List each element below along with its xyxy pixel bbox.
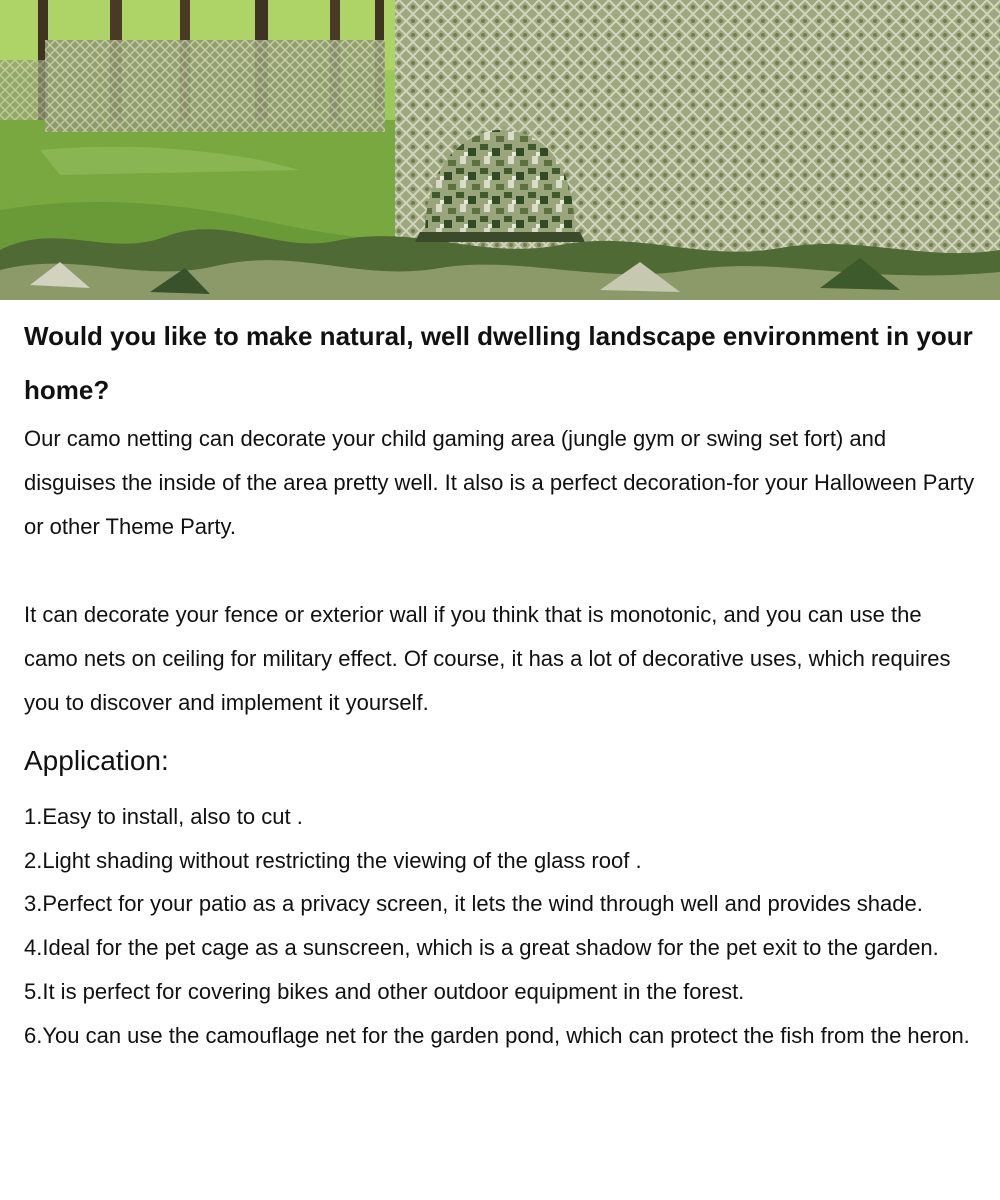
application-item: 2.Light shading without restricting the viewing of the glass roof . <box>24 847 642 873</box>
application-list <box>24 795 976 1057</box>
application-item: 1.Easy to install, also to cut . <box>24 804 303 829</box>
application-item: 6.You can use the camouflage net for the garden pond, which can protect the fish from the heron. <box>24 1022 970 1048</box>
paragraph-spacer <box>24 549 976 593</box>
hero-photo <box>0 0 1000 300</box>
application-item: 4.Ideal for the pet cage as a sunscreen, which is a great shadow for the pet exit to the garden. <box>24 935 939 961</box>
intro-paragraph-1: Our camo netting can decorate your child gaming area (jungle gym or swing set fort) and disguises the inside of the area pretty well. It also is a perfect decoration-for your Halloween Party or other Theme Party. <box>24 426 975 539</box>
intro-headline: Would you like to make natural, well dwelling landscape environment in your home? <box>24 321 973 405</box>
application-item: 3.Perfect for your patio as a privacy screen, it lets the wind through well and provides shade. <box>24 891 923 917</box>
description-content <box>0 300 1000 1057</box>
camo-net-scene-illustration <box>0 0 1000 300</box>
intro-paragraph-2: It can decorate your fence or exterior wall if you think that is monotonic, and you can use the camo nets on ceiling for military effect. Of course, it has a lot of decorative uses, which requires you to discover and implement it yourself. <box>24 602 951 715</box>
application-item: 5.It is perfect for covering bikes and other outdoor equipment in the forest. <box>24 978 745 1004</box>
application-heading: Application: <box>24 745 169 776</box>
